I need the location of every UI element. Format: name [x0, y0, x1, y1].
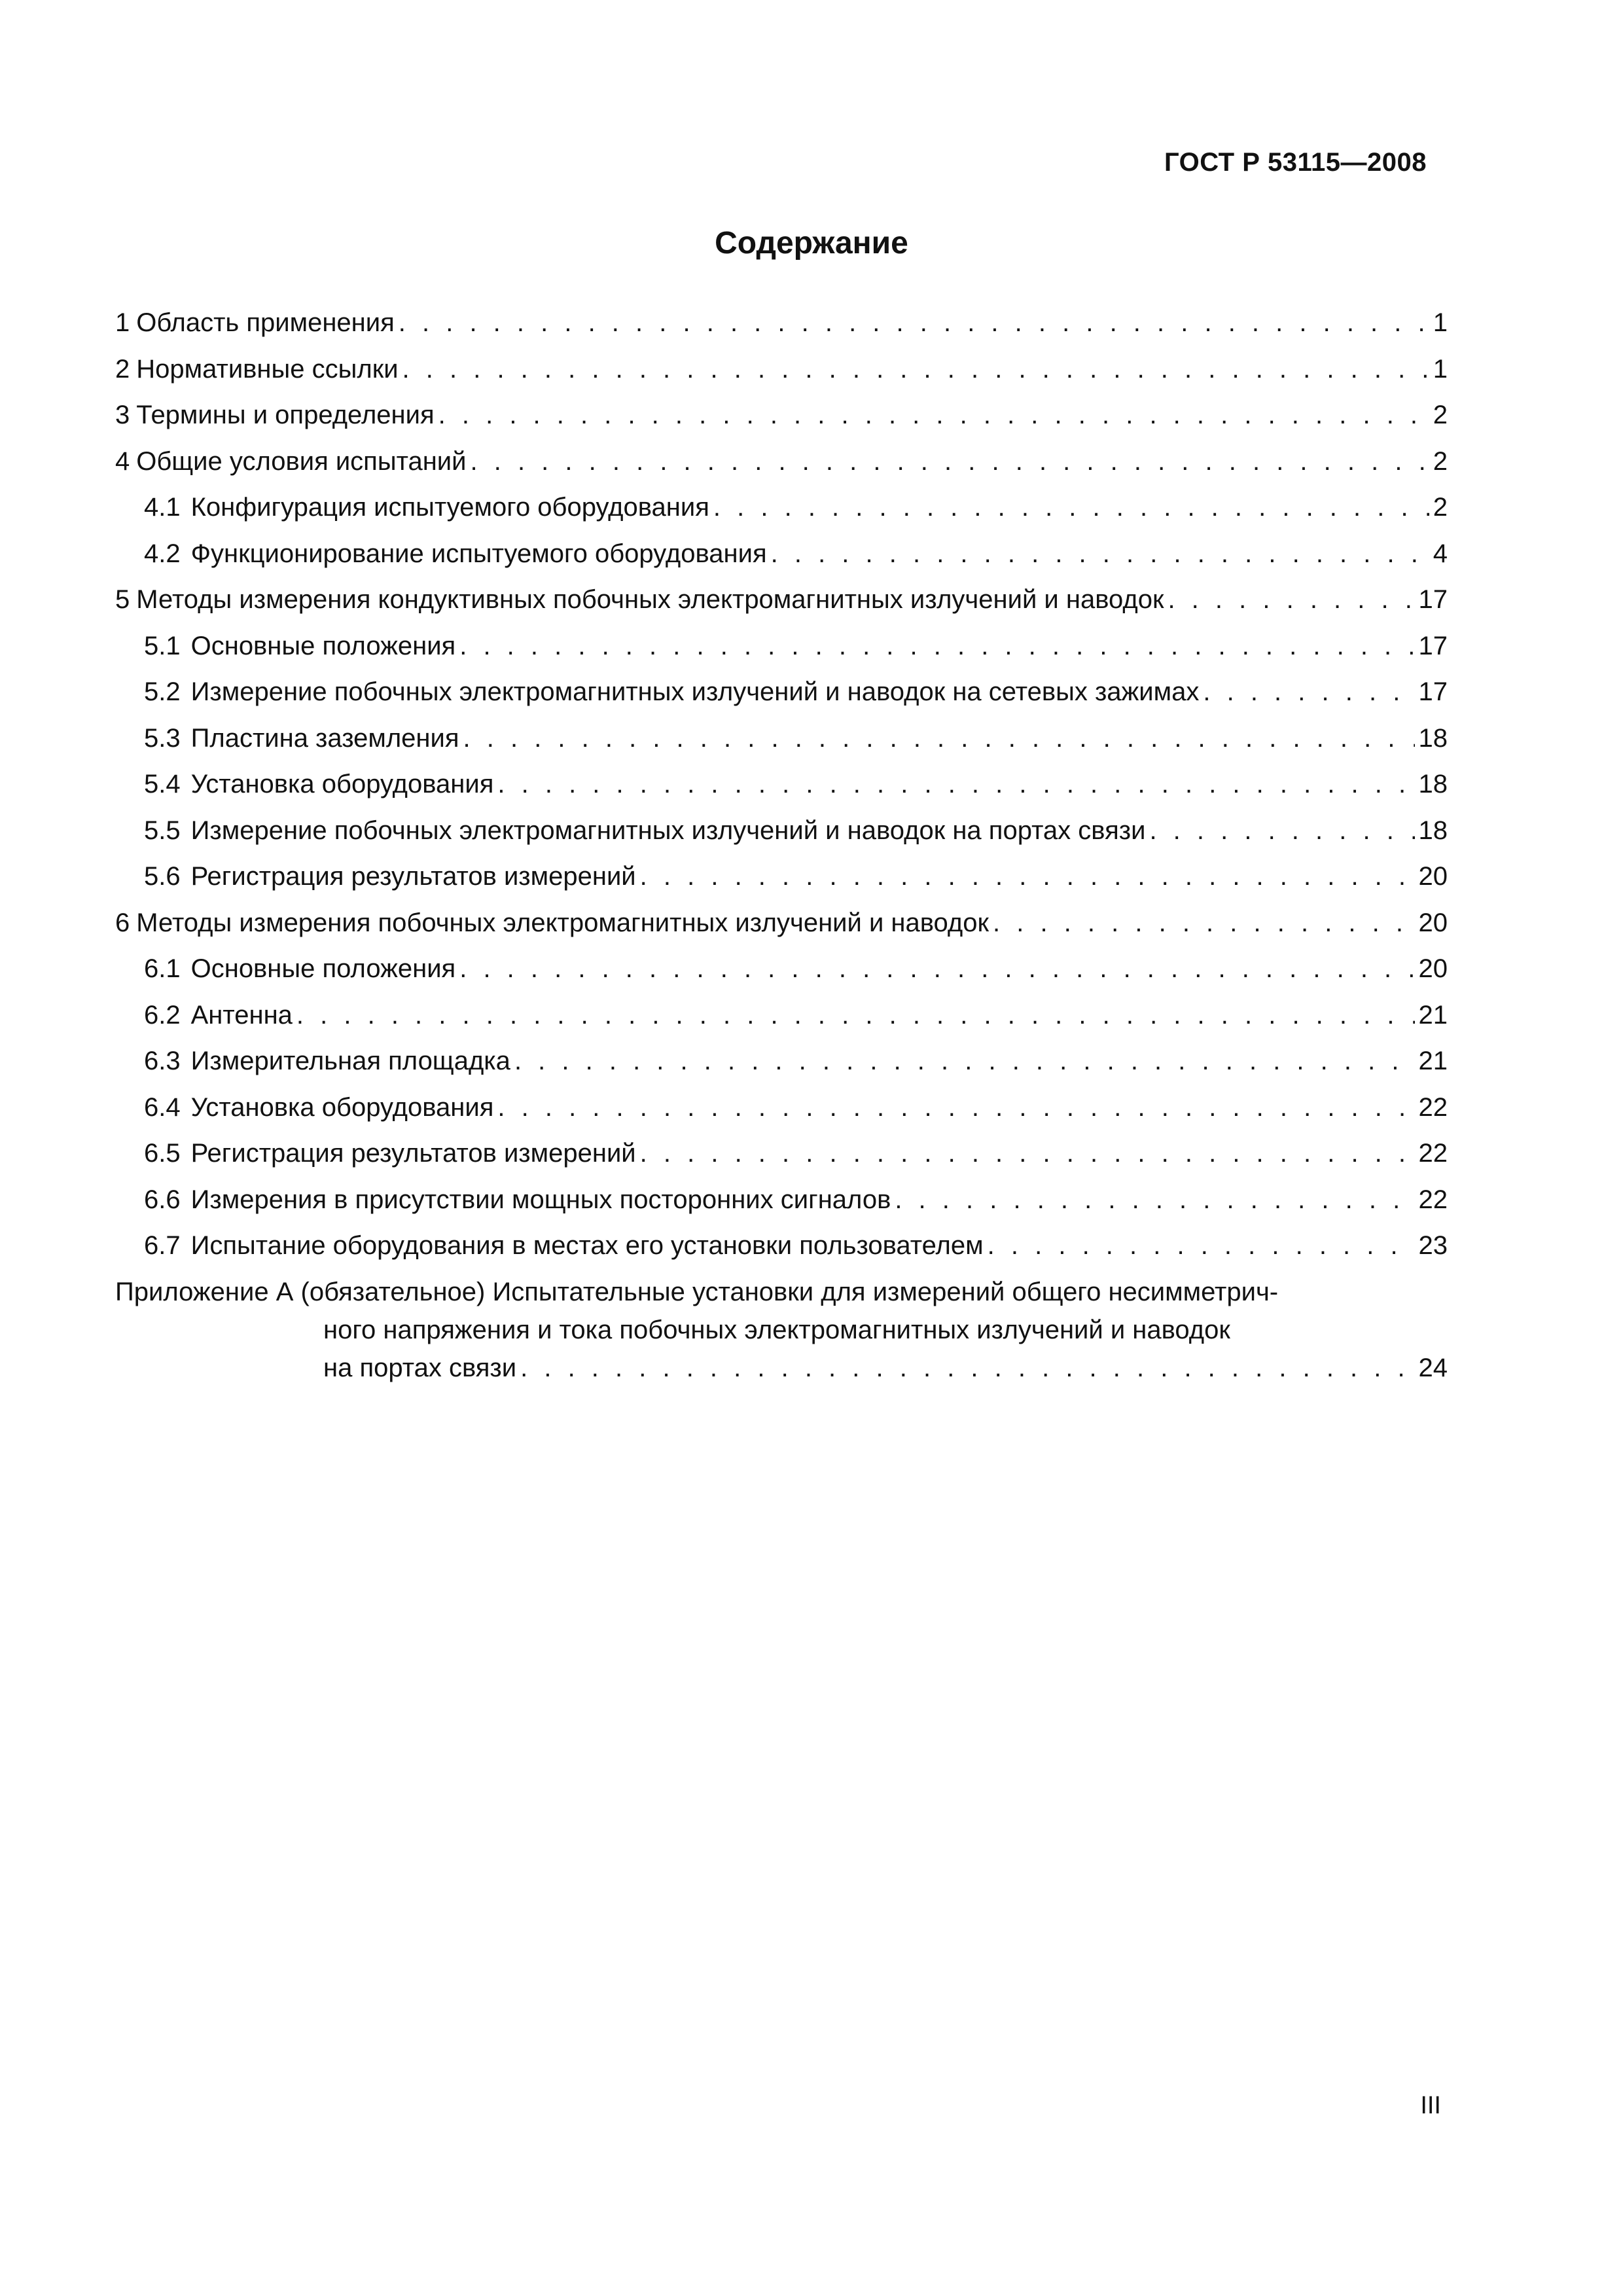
- toc-entry-number: 6.3: [144, 1047, 181, 1075]
- toc-entry-number: 3: [115, 401, 130, 429]
- toc-entry-page: 21: [1418, 1000, 1448, 1030]
- toc-entry-number: 5.2: [144, 677, 181, 706]
- toc-entry[interactable]: [115, 1130, 1448, 1177]
- toc-entry[interactable]: [115, 300, 1448, 346]
- dot-leader: [471, 439, 1429, 485]
- toc-entry-page: 2: [1433, 401, 1448, 429]
- toc-entry-number: 5.6: [144, 862, 181, 891]
- toc-entry-number: 6.7: [144, 1231, 181, 1260]
- toc-entry-title: Методы измерения побочных электромагнитных излучений и наводок: [136, 908, 990, 937]
- dot-leader: [514, 1038, 1415, 1085]
- table-of-contents: [115, 300, 1448, 1387]
- document-code: ГОСТ Р 53115—2008: [1164, 148, 1427, 177]
- toc-entry-page: 20: [1418, 954, 1448, 983]
- dot-leader: [713, 484, 1429, 531]
- toc-entry[interactable]: [115, 484, 1448, 531]
- toc-entry[interactable]: [115, 808, 1448, 854]
- toc-entry-page: 2: [1433, 446, 1448, 476]
- toc-entry-title: Измерение побочных электромагнитных излучений и наводок на портах связи: [190, 816, 1146, 845]
- toc-entry-number: 5: [115, 585, 130, 614]
- toc-entry-page: 18: [1418, 770, 1448, 798]
- toc-entry-page: 18: [1418, 816, 1448, 845]
- dot-leader: [993, 900, 1414, 946]
- appendix-page-number: 24: [1418, 1353, 1448, 1382]
- toc-entry-title: Измерительная площадка: [190, 1047, 510, 1075]
- toc-entry-page: 1: [1433, 354, 1448, 384]
- toc-entry-title: Нормативные ссылки: [136, 354, 399, 384]
- toc-title: Содержание: [715, 226, 908, 260]
- toc-entry-number: 5.5: [144, 816, 181, 845]
- toc-entry-page: 18: [1418, 723, 1448, 753]
- toc-entry-page: 23: [1418, 1231, 1448, 1260]
- toc-entry[interactable]: [115, 992, 1448, 1039]
- toc-entry[interactable]: [115, 1177, 1448, 1223]
- toc-entry-page: 1: [1433, 308, 1448, 337]
- toc-entry-title: Основные положения: [190, 631, 456, 660]
- toc-entry[interactable]: [115, 669, 1448, 715]
- toc-entry[interactable]: [115, 715, 1448, 762]
- dot-leader: [399, 300, 1429, 346]
- toc-entry[interactable]: [115, 623, 1448, 670]
- toc-appendix-entry[interactable]: [115, 1273, 1448, 1387]
- toc-entry-page: 2: [1433, 493, 1448, 522]
- toc-entry-number: 6.1: [144, 954, 181, 983]
- toc-entry-page: 22: [1418, 1139, 1448, 1168]
- toc-entry[interactable]: [115, 761, 1448, 808]
- toc-entry-page: 17: [1418, 585, 1448, 614]
- toc-entry-number: 6: [115, 908, 130, 937]
- dot-leader: [296, 992, 1415, 1039]
- toc-entry-page: 20: [1418, 862, 1448, 891]
- toc-entry-title: Методы измерения кондуктивных побочных электромагнитных излучений и наводок: [136, 585, 1164, 614]
- toc-entry[interactable]: [115, 900, 1448, 946]
- toc-entry-number: 1: [115, 308, 130, 337]
- toc-entry-title: Общие условия испытаний: [136, 446, 467, 476]
- toc-entry-number: 2: [115, 354, 130, 384]
- page-number: III: [1420, 2092, 1441, 2119]
- toc-entry-title: Термины и определения: [136, 401, 435, 429]
- toc-entry-number: 4.1: [144, 493, 181, 522]
- toc-entry-page: 17: [1418, 631, 1448, 660]
- toc-entry-title: Регистрация результатов измерений: [190, 1139, 636, 1168]
- dot-leader: [771, 531, 1429, 577]
- toc-entry-title: Область применения: [136, 308, 395, 337]
- dot-leader: [988, 1223, 1415, 1269]
- toc-entry[interactable]: [115, 577, 1448, 623]
- dot-leader: [459, 946, 1414, 992]
- dot-leader: [895, 1177, 1414, 1223]
- toc-entry-number: 5.3: [144, 723, 181, 753]
- toc-entry-page: 17: [1418, 677, 1448, 706]
- toc-entry-title: Конфигурация испытуемого оборудования: [190, 493, 709, 522]
- dot-leader: [497, 1085, 1414, 1131]
- dot-leader: [520, 1349, 1414, 1387]
- toc-entry-page: 4: [1433, 539, 1448, 568]
- toc-entry-number: 6.4: [144, 1092, 181, 1122]
- toc-entry-number: 6.2: [144, 1000, 181, 1030]
- toc-entry-title: Испытание оборудования в местах его установки пользователем: [190, 1231, 984, 1260]
- appendix-line-1: Приложение А (обязательное) Испытательные установки для измерений общего несимметрич-: [115, 1277, 1279, 1306]
- dot-leader: [1168, 577, 1414, 623]
- dot-leader: [497, 761, 1414, 808]
- toc-entry[interactable]: [115, 1085, 1448, 1131]
- dot-leader: [1149, 808, 1414, 854]
- appendix-line-3-text: на портах связи: [323, 1353, 517, 1382]
- toc-entry-title: Антенна: [190, 1000, 293, 1030]
- dot-leader: [640, 853, 1415, 900]
- toc-entry-number: 6.6: [144, 1185, 181, 1214]
- toc-entry[interactable]: [115, 439, 1448, 485]
- toc-entry[interactable]: [115, 1223, 1448, 1269]
- toc-entry-number: 4: [115, 446, 130, 476]
- toc-entry[interactable]: [115, 946, 1448, 992]
- toc-entry-title: Регистрация результатов измерений: [190, 862, 636, 891]
- toc-entry-title: Установка оборудования: [190, 770, 494, 798]
- toc-entry-title: Измерение побочных электромагнитных излучений и наводок на сетевых зажимах: [190, 677, 1200, 706]
- toc-entry-page: 21: [1418, 1047, 1448, 1075]
- appendix-line-2: ного напряжения и тока побочных электромагнитных излучений и наводок: [323, 1315, 1230, 1344]
- toc-entry-number: 4.2: [144, 539, 181, 568]
- toc-entry[interactable]: [115, 853, 1448, 900]
- appendix-line-3: [115, 1349, 1448, 1387]
- toc-entry-title: Пластина заземления: [190, 723, 459, 753]
- toc-entry[interactable]: [115, 1038, 1448, 1085]
- dot-leader: [1203, 669, 1414, 715]
- toc-entry-page: 22: [1418, 1185, 1448, 1214]
- toc-entry-title: Основные положения: [190, 954, 456, 983]
- toc-entry[interactable]: [115, 392, 1448, 439]
- dot-leader: [438, 392, 1429, 439]
- dot-leader: [459, 623, 1414, 670]
- toc-entry-title: Установка оборудования: [190, 1092, 494, 1122]
- toc-entry-page: 20: [1418, 908, 1448, 937]
- toc-entry-number: 5.1: [144, 631, 181, 660]
- toc-entry-title: Функционирование испытуемого оборудования: [190, 539, 767, 568]
- toc-entry-page: 22: [1418, 1092, 1448, 1122]
- toc-entry-title: Измерения в присутствии мощных посторонних сигналов: [190, 1185, 891, 1214]
- toc-entry[interactable]: [115, 531, 1448, 577]
- dot-leader: [402, 346, 1429, 393]
- dot-leader: [463, 715, 1415, 762]
- toc-entry-number: 5.4: [144, 770, 181, 798]
- toc-entry[interactable]: [115, 346, 1448, 393]
- toc-entry-number: 6.5: [144, 1139, 181, 1168]
- dot-leader: [640, 1130, 1415, 1177]
